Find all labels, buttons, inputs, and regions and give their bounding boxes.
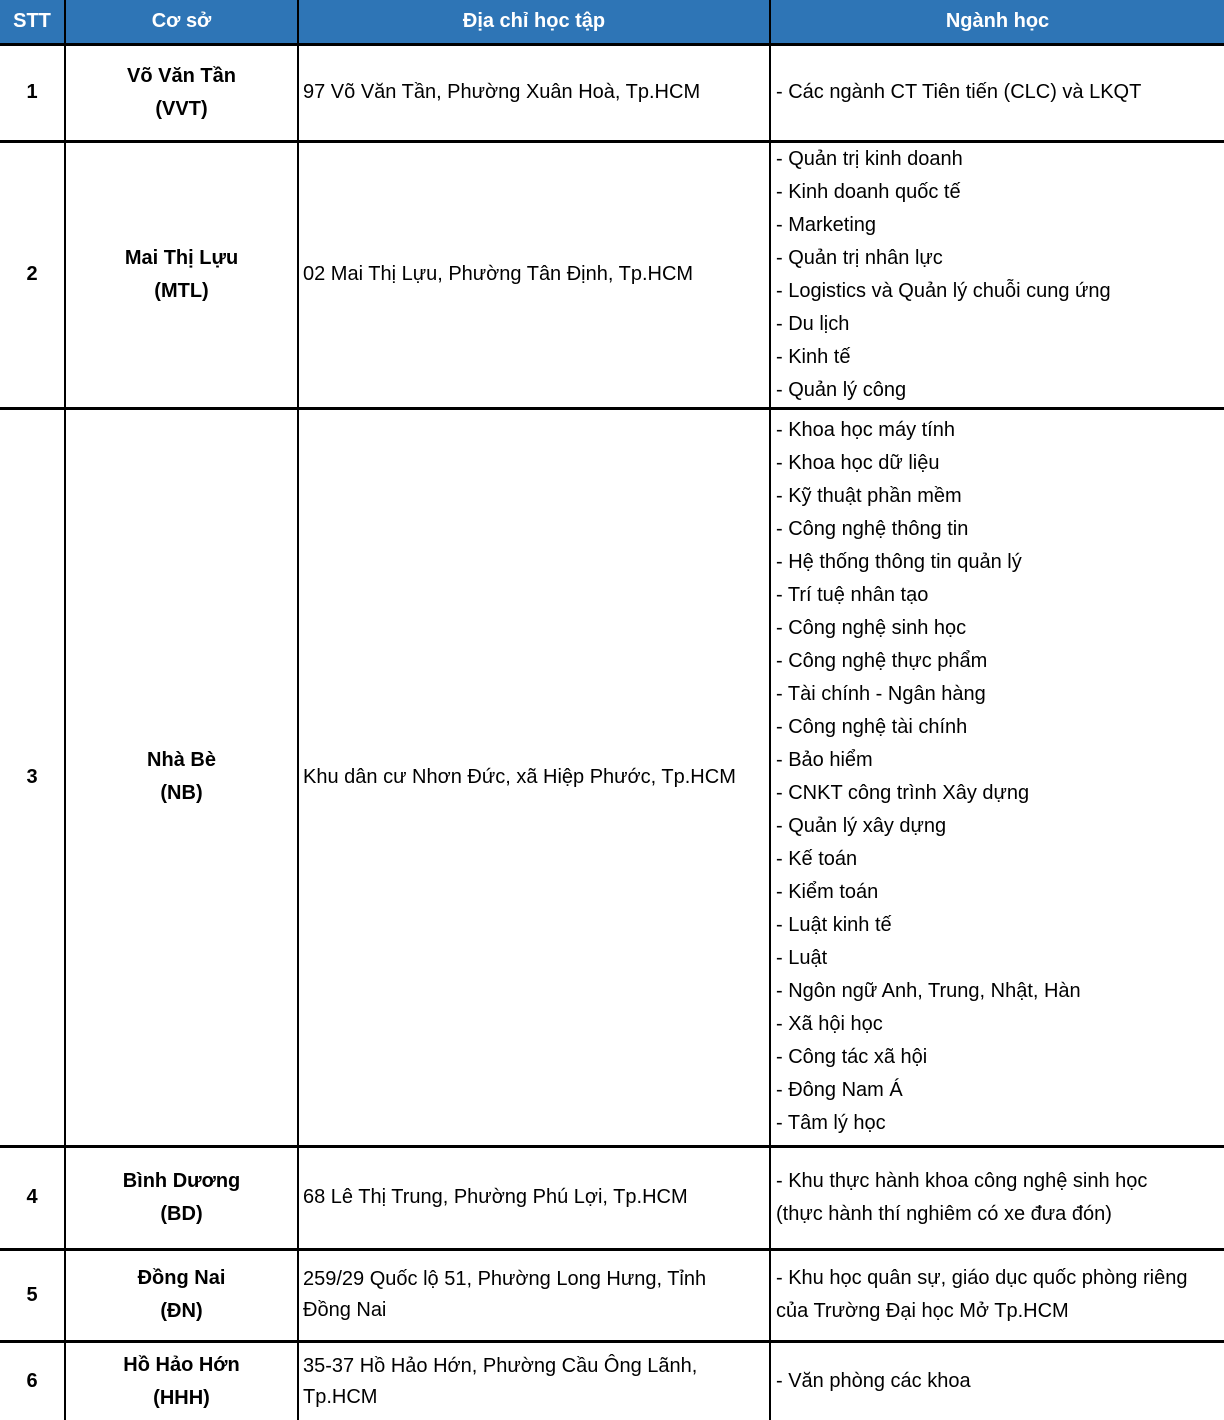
- campus-cell: [65, 1146, 298, 1249]
- major-line: - Tâm lý học: [776, 1112, 886, 1134]
- campus-name: Nhà Bè: [147, 749, 216, 771]
- address-line: Đồng Nai: [303, 1299, 387, 1321]
- address-cell: [298, 141, 770, 408]
- majors-cell: [770, 408, 1224, 1146]
- address-cell: [298, 408, 770, 1146]
- row-number: 5: [0, 1249, 65, 1341]
- major-line: - Công tác xã hội: [776, 1046, 928, 1068]
- address-line: 35-37 Hồ Hảo Hớn, Phường Cầu Ông Lãnh,: [303, 1354, 698, 1377]
- campus-cell: [65, 408, 298, 1146]
- major-line: - Marketing: [776, 213, 877, 236]
- address-cell: [298, 1146, 770, 1249]
- address-line: Khu dân cư Nhơn Đức, xã Hiệp Phước, Tp.HCM: [303, 765, 736, 788]
- majors-cell: [770, 141, 1224, 408]
- major-line: - Bảo hiểm: [776, 749, 873, 771]
- major-line: - Khoa học dữ liệu: [776, 452, 940, 474]
- major-line: - Khu thực hành khoa công nghệ sinh học: [776, 1169, 1148, 1192]
- major-line: của Trường Đại học Mở Tp.HCM: [776, 1300, 1069, 1322]
- campus-name: Bình Dương: [122, 1169, 241, 1192]
- major-line: - Kiểm toán: [776, 881, 879, 903]
- campus-name: Võ Văn Tần: [127, 64, 236, 87]
- major-line: - Kinh doanh quốc tế: [776, 180, 961, 203]
- address-line: 68 Lê Thị Trung, Phường Phú Lợi, Tp.HCM: [303, 1186, 688, 1208]
- major-line: - Công nghệ tài chính: [776, 716, 968, 738]
- campus-code: (BD): [160, 1202, 203, 1225]
- campus-code: (NB): [160, 782, 203, 804]
- major-line: - Công nghệ thông tin: [776, 518, 969, 540]
- table-row: [0, 44, 1224, 141]
- address-cell: [298, 1249, 770, 1341]
- row-number: 1: [26, 81, 38, 103]
- major-line: - Ngôn ngữ Anh, Trung, Nhật, Hàn: [776, 980, 1081, 1002]
- major-line: - Đông Nam Á: [776, 1079, 903, 1101]
- table-row: [0, 1341, 1224, 1420]
- address-line: 02 Mai Thị Lựu, Phường Tân Định, Tp.HCM: [303, 263, 694, 285]
- header-address: Địa chỉ học tập: [298, 0, 770, 44]
- table-body: [0, 44, 1224, 1420]
- header-campus: Cơ sở: [65, 0, 298, 44]
- major-line: - Khu học quân sự, giáo dục quốc phòng riêng: [776, 1267, 1188, 1289]
- campus-cell: [65, 141, 298, 408]
- address-line: Tp.HCM: [303, 1385, 378, 1408]
- campus-cell: [65, 44, 298, 141]
- table-row: [0, 408, 1224, 1146]
- campus-code: (HHH): [153, 1386, 210, 1409]
- major-line: - Xã hội học: [776, 1013, 883, 1035]
- major-line: - Trí tuệ nhân tạo: [776, 584, 929, 606]
- major-line: - Kế toán: [776, 848, 858, 870]
- major-line: - Công nghệ sinh học: [776, 617, 967, 639]
- header-stt: STT: [0, 0, 65, 44]
- header-row: [0, 0, 1224, 44]
- majors-cell: [770, 1146, 1224, 1249]
- majors-cell: [770, 1249, 1224, 1341]
- campus-cell: [65, 1249, 298, 1341]
- major-line: - Công nghệ thực phẩm: [776, 650, 988, 672]
- major-line: - Khoa học máy tính: [776, 419, 955, 441]
- campus-name: Đồng Nai: [137, 1267, 226, 1289]
- major-line: - Hệ thống thông tin quản lý: [776, 551, 1022, 573]
- major-line: - Luật kinh tế: [776, 914, 892, 936]
- major-line: - Quản trị kinh doanh: [776, 147, 963, 170]
- table-row: [0, 1146, 1224, 1249]
- header-majors: Ngành học: [770, 0, 1224, 44]
- campus-cell: [65, 1341, 298, 1420]
- major-line: - Các ngành CT Tiên tiến (CLC) và LKQT: [776, 81, 1142, 103]
- major-line: - Kinh tế: [776, 345, 851, 368]
- address-cell: [298, 44, 770, 141]
- table-row: [0, 1249, 1224, 1341]
- campus-code: (ĐN): [160, 1300, 203, 1322]
- major-line: - Tài chính - Ngân hàng: [776, 683, 986, 705]
- major-line: - Quản lý xây dựng: [776, 815, 947, 837]
- campus-name: Mai Thị Lựu: [124, 246, 239, 269]
- major-line: - Logistics và Quản lý chuỗi cung ứng: [776, 279, 1111, 302]
- major-line: - Du lịch: [776, 312, 850, 335]
- row-number: 3: [0, 408, 65, 1146]
- major-line: - Quản trị nhân lực: [776, 246, 943, 269]
- row-number: 4: [0, 1146, 65, 1249]
- campus-code: (MTL): [154, 279, 209, 302]
- address-cell: [298, 1341, 770, 1420]
- row-number: 2: [0, 141, 65, 408]
- major-line: - Quản lý công: [776, 378, 907, 401]
- majors-cell: [770, 1341, 1224, 1420]
- campus-name: Hồ Hảo Hớn: [123, 1353, 240, 1376]
- address-line: 259/29 Quốc lộ 51, Phường Long Hưng, Tỉnh: [303, 1268, 707, 1290]
- major-line: - CNKT công trình Xây dựng: [776, 782, 1030, 804]
- major-line: - Văn phòng các khoa: [776, 1370, 971, 1393]
- major-line: - Luật: [776, 947, 828, 969]
- row-number: 6: [0, 1341, 65, 1420]
- table-row: [0, 141, 1224, 408]
- address-line: 97 Võ Văn Tần, Phường Xuân Hoà, Tp.HCM: [303, 81, 701, 103]
- majors-cell: [770, 44, 1224, 141]
- campus-code: (VVT): [155, 97, 208, 120]
- major-line: - Kỹ thuật phần mềm: [776, 485, 962, 507]
- major-line: (thực hành thí nghiêm có xe đưa đón): [776, 1202, 1112, 1225]
